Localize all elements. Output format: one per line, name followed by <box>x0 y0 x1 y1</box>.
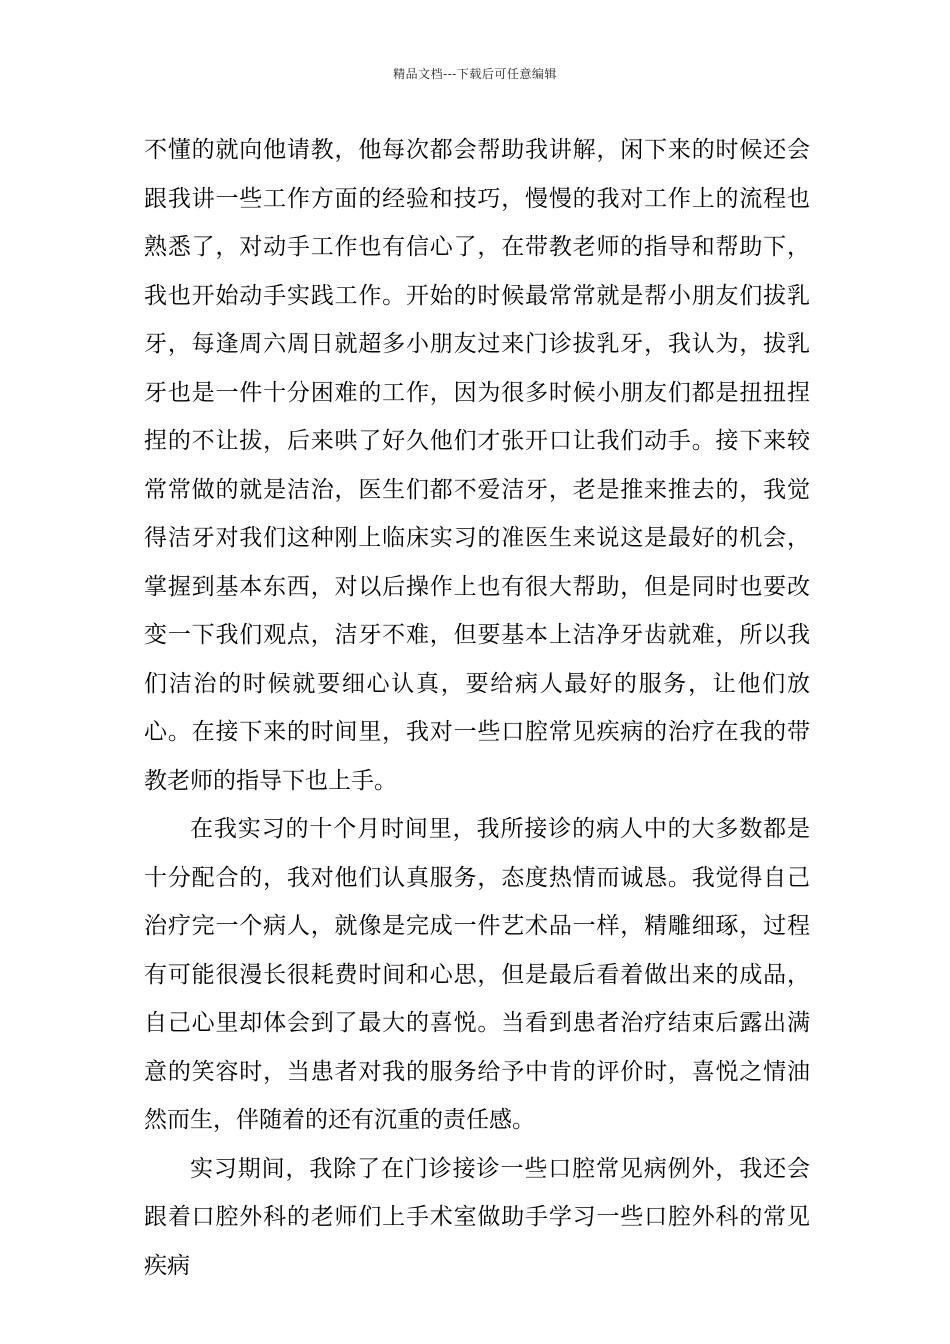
paragraph-1: 不懂的就向他请教，他每次都会帮助我讲解，闲下来的时候还会跟我讲一些工作方面的经验和技巧，慢慢的我对工作上的流程也熟悉了，对动手工作也有信心了，在带教老师的指导和帮助下，我也开始动手实践工作。开始的时候最常常就是帮小朋友们拔乳牙，每逢周六周日就超多小朋友过来门诊拔乳牙，我认为，拔乳牙也是一件十分困难的工作，因为很多时候小朋友们都是扭扭捏捏的不让拔，后来哄了好久他们才张开口让我们动手。接下来较常常做的就是洁治，医生们都不爱洁牙，老是推来推去的，我觉得洁牙对我们这种刚上临床实习的准医生来说这是最好的机会，掌握到基本东西，对以后操作上也有很大帮助，但是同时也要改变一下我们观点，洁牙不难，但要基本上洁净牙齿就难，所以我们洁治的时候就要细心认真，要给病人最好的服务，让他们放心。在接下来的时间里，我对一些口腔常见疾病的治疗在我的带教老师的指导下也上手。 <box>144 137 810 794</box>
paragraph-3: 实习期间，我除了在门诊接诊一些口腔常见病例外，我还会跟着口腔外科的老师们上手术室做助手学习一些口腔外科的常见疾病 <box>144 1155 810 1279</box>
document-body <box>144 126 810 1290</box>
paragraph-2: 在我实习的十个月时间里，我所接诊的病人中的大多数都是十分配合的，我对他们认真服务，态度热情而诚恳。我觉得自己治疗完一个病人，就像是完成一件艺术品一样，精雕细琢，过程有可能很漫长很耗费时间和心思，但是最后看着做出来的成品，自己心里却体会到了最大的喜悦。当看到患者治疗结束后露出满意的笑容时，当患者对我的服务给予中肯的评价时，喜悦之情油然而生，伴随着的还有沉重的责任感。 <box>144 816 810 1133</box>
page-header: 精品文档---下载后可任意编辑 <box>393 67 557 81</box>
